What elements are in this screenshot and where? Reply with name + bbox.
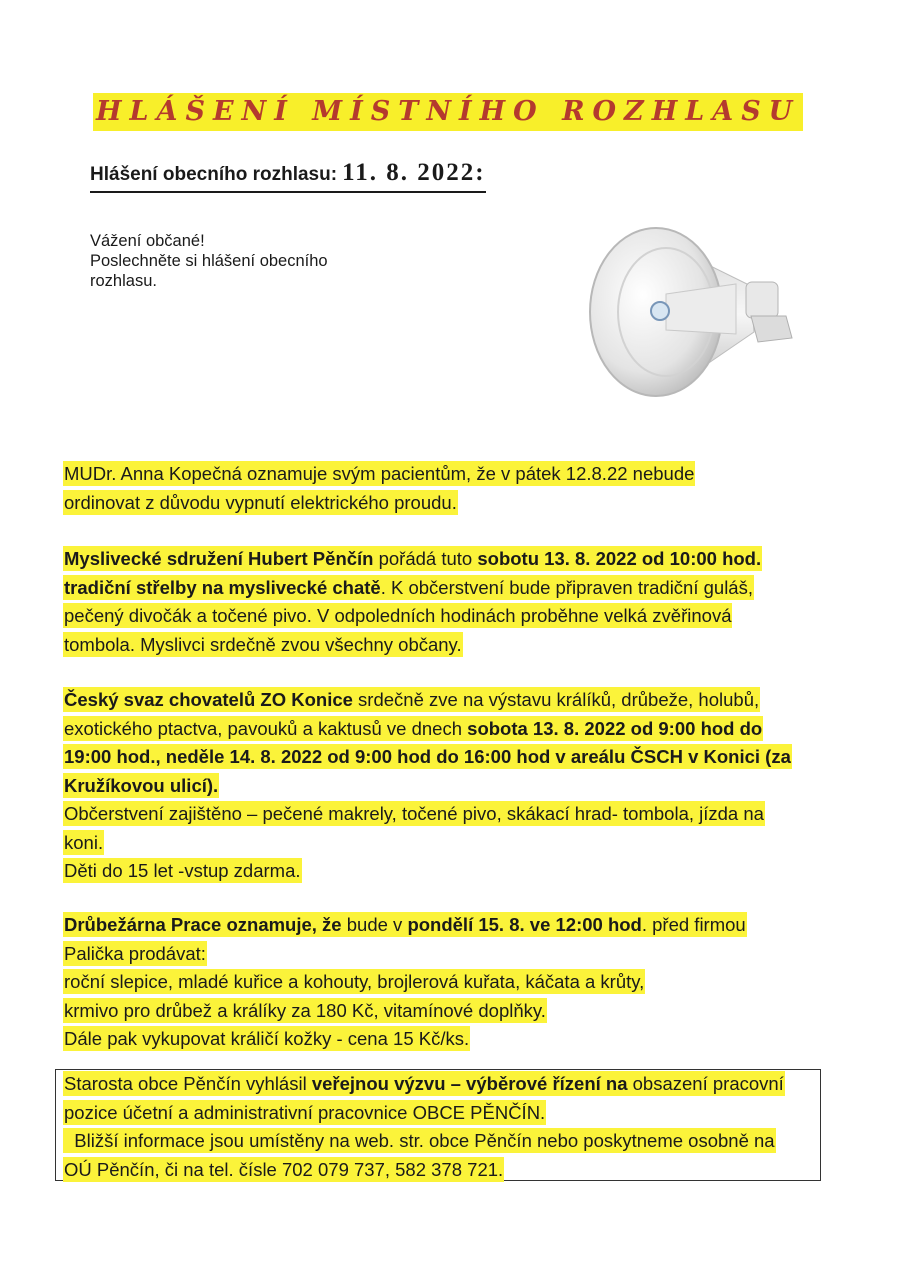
hunters-event: tradiční střelby na myslivecké chatě xyxy=(64,576,381,598)
poultry-text: krmivo pro drůbež a králíky za 180 Kč, vitamínové doplňky. xyxy=(64,999,546,1021)
broadcast-date: 11. 8. 2022: xyxy=(342,159,486,186)
hunters-text: . K občerstvení bude připraven tradiční guláš, xyxy=(380,576,753,598)
breeders-text: srdečně zve na výstavu králíků, drůbeže, holubů, xyxy=(352,689,760,710)
hunters-text: tombola. Myslivci srdečně zvou všechny občany. xyxy=(64,633,462,655)
doctor-line: MUDr. Anna Kopečná oznamuje svým pacientům, že v pátek 12.8.22 nebude xyxy=(64,463,695,484)
broadcast-date-heading xyxy=(90,158,486,193)
doctor-line: ordinovat z důvodu vypnutí elektrického proudu. xyxy=(64,491,457,513)
announcement-hunters xyxy=(63,545,823,659)
mayor-contact: OÚ Pěnčín, či na tel. čísle 702 079 737, 582 378 721. xyxy=(64,1158,504,1180)
breeders-text: Občerstvení zajištěno – pečené makrely, točené pivo, skákací hrad- tombola, jízda na xyxy=(64,803,764,824)
poultry-text: roční slepice, mladé kuřice a kohouty, brojlerová kuřata, káčata a krůty, xyxy=(64,971,645,992)
megaphone-icon xyxy=(586,224,801,404)
hunters-date: sobotu 13. 8. 2022 od 10:00 hod. xyxy=(477,548,762,569)
broadcast-label: Hlášení obecního rozhlasu: xyxy=(90,164,338,185)
poultry-date: pondělí 15. 8. ve 12:00 hod xyxy=(407,914,642,935)
poultry-text: Palička prodávat: xyxy=(64,942,206,964)
poultry-text: bude v xyxy=(341,914,408,935)
mayor-text: Starosta obce Pěnčín vyhlásil xyxy=(64,1073,312,1094)
hunters-text: pořádá tuto xyxy=(373,548,478,569)
announcement-breeders xyxy=(63,686,823,886)
breeders-text: exotického ptactva, pavouků a kaktusů ve dnech xyxy=(64,717,468,739)
mayor-call: veřejnou výzvu – výběrové řízení na xyxy=(311,1073,628,1094)
hunters-text: pečený divočák a točené pivo. V odpoledních hodinách proběhne velká zvěřinová xyxy=(64,605,732,626)
greeting xyxy=(90,231,410,291)
mayor-text: Bližší informace jsou umístěny na web. str. obce Pěnčín nebo poskytneme osobně na xyxy=(64,1130,775,1151)
greeting-line: rozhlasu. xyxy=(90,272,157,290)
poultry-company: Drůbežárna Prace oznamuje, xyxy=(64,914,317,935)
mayor-text: obsazení pracovní xyxy=(627,1073,784,1094)
hunters-club-name: Myslivecké sdružení Hubert Pěnčín xyxy=(64,548,374,569)
breeders-text: koni. xyxy=(64,831,104,853)
announcement-mayor xyxy=(63,1070,823,1184)
greeting-line: Poslechněte si hlášení obecního xyxy=(90,252,328,270)
breeders-dates: 19:00 hod., neděle 14. 8. 2022 od 9:00 hod do 16:00 hod v areálu ČSCH v Konici (za xyxy=(64,746,791,767)
breeders-dates: sobota 13. 8. 2022 od 9:00 hod do xyxy=(467,717,763,739)
breeders-org-name: Český svaz chovatelů ZO Konice xyxy=(64,689,353,710)
breeders-text: Děti do 15 let -vstup zdarma. xyxy=(64,860,301,881)
poultry-text: že xyxy=(316,914,342,935)
mayor-text: pozice účetní a administrativní pracovnice OBCE PĚNČÍN. xyxy=(64,1101,546,1123)
announcement-poultry xyxy=(63,911,823,1054)
breeders-location: Kružíkovou ulicí). xyxy=(64,774,219,796)
poultry-text: Dále pak vykupovat králičí kožky - cena 15 Kč/ks. xyxy=(64,1028,470,1049)
greeting-line: Vážení občané! xyxy=(90,232,205,250)
poultry-text: . před firmou xyxy=(641,914,746,935)
page-title: HLÁŠENÍ MÍSTNÍHO ROZHLASU xyxy=(93,93,803,131)
announcement-doctor xyxy=(63,460,823,517)
